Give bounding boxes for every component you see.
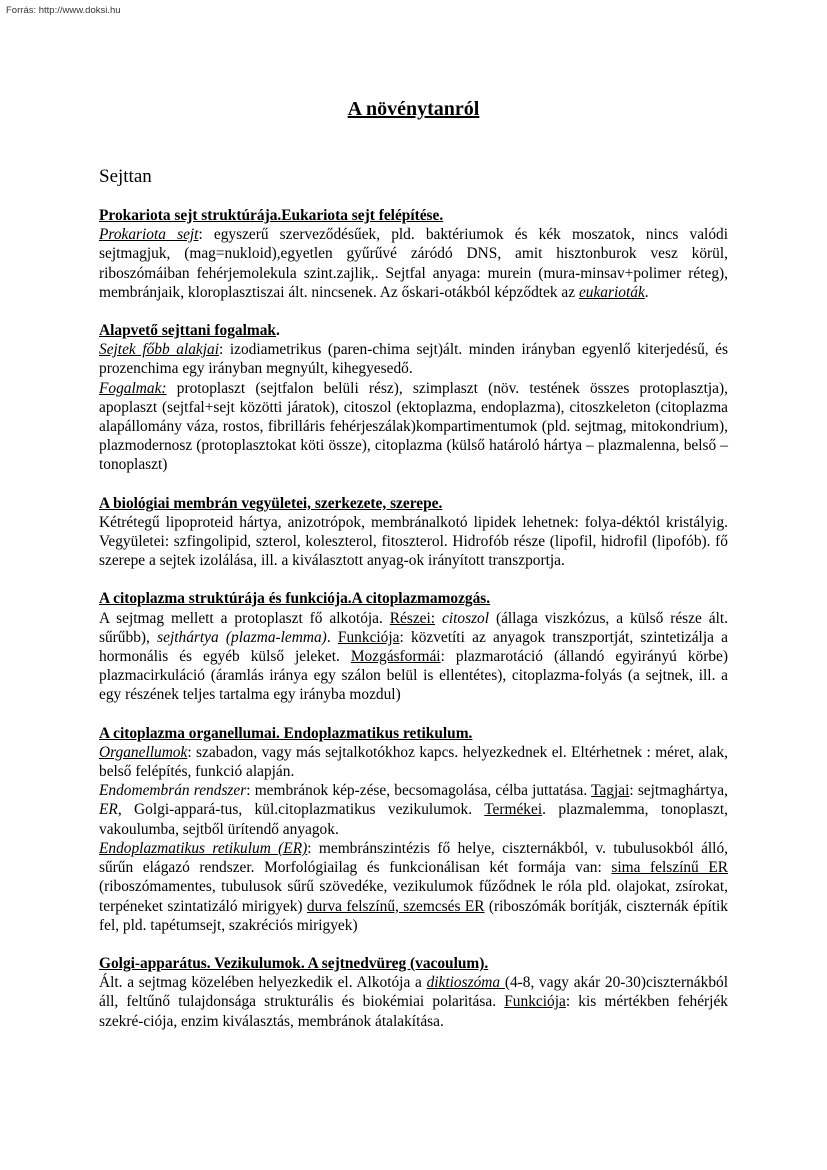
source-label: Forrás: http://www.doksi.hu	[6, 5, 121, 16]
text-run: Funkciója	[337, 628, 400, 646]
text-run: (állaga viszkózus, a külső része ált. sűrűbb),	[99, 609, 728, 646]
section-body	[99, 973, 728, 1031]
page-title: A növénytanról	[347, 98, 480, 120]
text-run: : sejtmaghártya,	[629, 782, 728, 800]
text-run: . plazmalemma, tonoplaszt, vakoulumba, sejtből ürítendő anyagok.	[99, 801, 728, 838]
text-run: Fogalmak:	[99, 379, 167, 397]
paragraph	[99, 743, 728, 781]
text-run: : izodiametrikus (paren-chima sejt)ált. minden irányban egyenlő kiterjedésű, és prozenchima egy irányban megnyúlt, kihegyesedő.	[99, 341, 729, 378]
text-run: Organellumok	[99, 743, 188, 761]
text-run: A sejtmag mellett a protoplaszt fő alkotója.	[99, 609, 390, 627]
paragraph	[99, 839, 728, 935]
section-body	[99, 225, 728, 302]
section-body	[99, 609, 728, 705]
text-run: sejthártya (plazma-lemma)	[157, 628, 327, 646]
text-run: : szabadon, vagy más sejtalkotókhoz kapcs. helyezkednek el. Eltérhetnek : méret, alak, belső felépítés, funkció alapján.	[99, 743, 728, 781]
text-run: Kétrétegű lipoproteid hártya, anizotrópok, membránalkotó lipidek lehetnek: folya-déktól kristályig. Vegyületei: szfingolipid, szterol, koleszterol, fitoszterol. Hidrofób része (lipofil, hidrofil (lipofób). fő szerepe a sejtek izolálása, ill. a kiválasztott anyag-ok irányított transzportja.	[99, 513, 728, 570]
document-body	[99, 206, 728, 1050]
text-run: Tagjai	[591, 782, 630, 800]
section	[99, 724, 728, 935]
text-run: (riboszómák borítják, ciszternák építik fel, pld. tapétumsejt, szakréciós mirigyek)	[99, 897, 728, 934]
text-run: : plazmarotáció (állandó egyirányú körbe) plazmacirkuláció (áramlás iránya egy szálon belül is ellentétes), citoplazma-folyás (a sejtnek, ill. a egy részének teljes tartalma egy irányba mozdul)	[99, 648, 728, 704]
text-run: Endoplazmatikus retikulum (ER)	[99, 839, 308, 857]
section	[99, 954, 728, 1031]
section	[99, 206, 728, 302]
text-run: .	[326, 628, 338, 646]
text-run: Részei:	[389, 609, 436, 627]
paragraph	[99, 379, 728, 475]
text-run: eukarioták	[578, 283, 645, 301]
section-body	[99, 513, 728, 571]
section-body	[99, 743, 728, 935]
paragraph	[99, 225, 728, 302]
section-heading: Alapvető sejttani fogalmak.	[99, 322, 280, 340]
text-run: , Golgi-appará-tus, kül.citoplazmatikus vezikulumok.	[117, 801, 485, 819]
section-body	[99, 340, 728, 474]
paragraph	[99, 340, 728, 378]
text-run: citoszol	[442, 609, 490, 627]
text-run: ER	[99, 801, 118, 819]
text-run: (4-8, vagy akár 20-30)ciszternákból áll, feltűnő tulajdonsága strukturális és biokémiai polaritása.	[99, 974, 728, 1011]
text-run: : kis mértékben fehérjék szekré-ciója, enzim kiválasztás, membránok átalakítása.	[99, 993, 728, 1030]
text-run: Endomembrán rendszer	[99, 782, 247, 800]
section-heading: Prokariota sejt struktúrája.Eukariota sejt felépítése.	[99, 207, 444, 224]
section	[99, 494, 728, 571]
text-run: (riboszómamentes, tubulusok sűrű szövedéke, vezikulumok fűződnek le róla pld. olajokat, zsírokat, terpéneket szintatizáló mirigyek)	[99, 878, 728, 915]
section-heading: Golgi-apparátus. Vezikulumok. A sejtnedvüreg (vacoulum).	[99, 954, 489, 972]
text-run: : közvetíti az anyagok transzportját, szintetizálja a hormonális és egyéb külső jeleket.	[99, 628, 729, 666]
paragraph	[99, 513, 728, 571]
paragraph	[99, 609, 728, 705]
text-run: sima felszínű ER	[611, 859, 728, 877]
section-heading: A biológiai membrán vegyületei, szerkezete, szerepe.	[99, 494, 443, 512]
section	[99, 321, 728, 475]
text-run: Mozgásformái	[350, 648, 441, 666]
text-run: durva felszínű, szemcsés ER	[306, 897, 485, 915]
text-run: Termékei	[484, 801, 543, 819]
paragraph	[99, 781, 728, 839]
text-run: Prokariota sejt	[99, 226, 199, 244]
section-heading: A citoplazma struktúrája és funkciója.A citoplazmamozgás.	[99, 590, 491, 608]
text-run: diktioszóma	[426, 974, 505, 992]
text-run: Sejtek főbb alakjai	[99, 341, 219, 359]
text-run: Ált. a sejtmag közelében helyezkedik el. Alkotója a	[99, 974, 427, 992]
section	[99, 589, 728, 704]
text-run: : membránok kép-zése, becsomagolása, célba juttatása.	[246, 782, 592, 800]
text-run: Funkciója	[504, 993, 566, 1011]
text-run	[435, 610, 442, 627]
section-heading: A citoplazma organellumai. Endoplazmatikus retikulum.	[99, 724, 473, 742]
chapter-heading: Sejttan	[99, 166, 152, 187]
text-run: : membránszintézis fő helye, ciszternákból, v. tubulusokból álló, sűrűn elágazó rendszer. Morfológiailag és funkcionálisan két formája van:	[99, 839, 729, 877]
text-run: protoplaszt (sejtfalon belüli rész), szimplaszt (növ. testének összes protoplasztja), apoplaszt (sejtfal+sejt közötti járatok), citoszol (ektoplazma, endoplazma), citoszkeleton (citoplazma alapállomány váza, rostos, fibrilláris fehérjeszálak)kompartimentumok (pld. sejtmag, mitokondrium), plazmodernosz (protoplasztokat köti össze), citoplazma (külső határoló hártya – plazmalenna, belső – tonoplaszt)	[99, 379, 728, 474]
text-run: : egyszerű szerveződésűek, pld. baktériumok és kék moszatok, nincs valódi sejtmagjuk, (mag=nukloid),egyetlen gyűrűvé záródó DNS, amit hisztonburok vesz körül, riboszómáiban fehérjemolekula szint.zajlik,. Sejtfal anyaga: murein (mura-minsav+polimer réteg), membránjaik, kloroplasztiszai ált. nincsenek. Az őskari-otákból képződtek az	[99, 226, 728, 301]
text-run: .	[644, 283, 649, 301]
paragraph	[99, 973, 728, 1031]
